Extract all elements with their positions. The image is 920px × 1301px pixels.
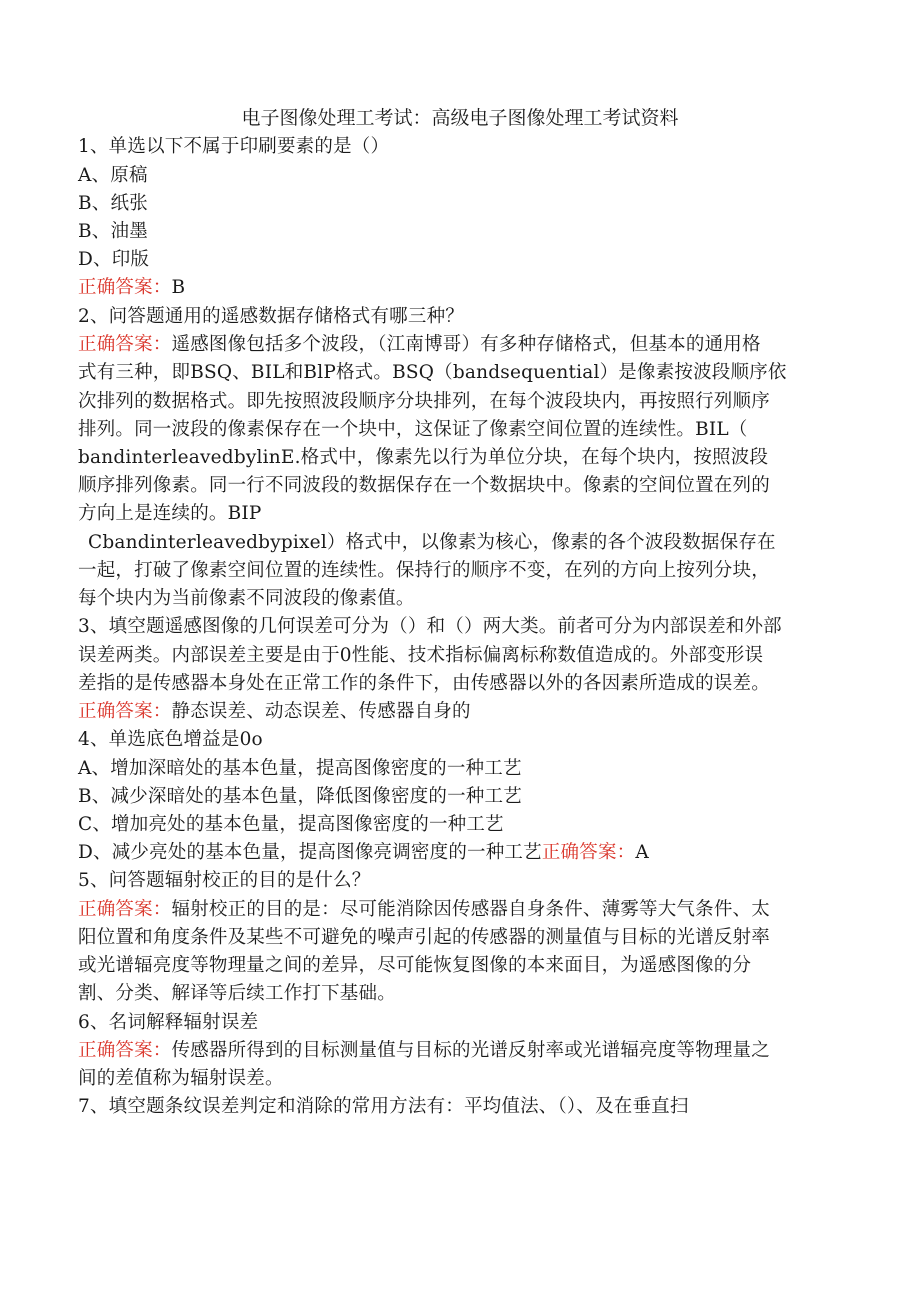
question-6: 6、名词解释辐射误差	[78, 1012, 259, 1033]
q2-answer-line: 一起，打破了像素空间位置的连续性。保持行的顺序不变，在列的方向上按列分块，	[78, 560, 770, 581]
question-3-line: 差指的是传感器本身处在正常工作的条件下，由传感器以外的各因素所造成的误差。	[78, 673, 770, 694]
q2-answer	[78, 331, 761, 359]
question-3: 3、填空题遥感图像的几何误差可分为（）和（）两大类。前者可分为内部误差和外部	[78, 616, 782, 637]
q1-answer-value: B	[171, 277, 186, 298]
answer-label: 正确答案：	[78, 1040, 172, 1061]
q6-answer-text: 传感器所得到的目标测量值与目标的光谱反射率或光谱辐亮度等物理量之	[171, 1040, 770, 1061]
q6-answer	[78, 1037, 770, 1065]
q2-answer-line: 顺序排列像素。同一行不同波段的数据保存在一个数据块中。像素的空间位置在列的	[78, 475, 770, 496]
q2-answer-line: 排列。同一波段的像素保存在一个块中，这保证了像素空间位置的连续性。BIL（	[78, 419, 748, 440]
q4-option-b: B、减少深暗处的基本色量，降低图像密度的一种工艺	[78, 786, 522, 807]
document-title: 电子图像处理工考试：高级电子图像处理工考试资料	[241, 107, 679, 129]
q4-option-d-text: D、减少亮处的基本色量，提高图像亮调密度的一种工艺	[78, 842, 542, 863]
question-2: 2、问答题通用的遥感数据存储格式有哪三种？	[78, 306, 464, 327]
answer-label: 正确答案：	[78, 277, 172, 298]
answer-label: 正确答案：	[541, 842, 636, 863]
q4-option-c: C、增加亮处的基本色量，提高图像密度的一种工艺	[78, 814, 504, 835]
q5-answer	[78, 896, 770, 924]
q1-option-b: B、纸张	[78, 193, 148, 214]
q1-option-d: D、印版	[78, 249, 150, 270]
question-7: 7、填空题条纹误差判定和消除的常用方法有：平均值法、（）、及在垂直扫	[78, 1096, 689, 1117]
answer-label: 正确答案：	[78, 899, 172, 920]
q2-answer-line: 式有三种，即BSQ、BIL和BlP格式。BSQ（bandsequential）是像素按波段顺序依	[78, 362, 787, 383]
question-1: 1、单选以下不属于印刷要素的是（）	[78, 136, 390, 157]
q1-option-c: B、油墨	[78, 221, 148, 242]
q5-answer-line: 阳位置和角度条件及某些不可避免的噪声引起的传感器的测量值与目标的光谱反射率	[78, 927, 770, 948]
question-3-line: 误差两类。内部误差主要是由于0性能、技术指标偏离标称数值造成的。外部变形误	[78, 645, 764, 666]
q5-answer-line: 或光谱辐亮度等物理量之间的差异，尽可能恢复图像的本来面目，为遥感图像的分	[78, 955, 752, 976]
q1-answer	[78, 274, 185, 302]
q3-answer	[78, 698, 471, 726]
q2-answer-line: 次排列的数据格式。即先按照波段顺序分块排列，在每个波段块内，再按照行列顺序	[78, 391, 770, 412]
question-4: 4、单选底色增益是0o	[78, 729, 263, 750]
q2-answer-text: 遥感图像包括多个波段，（江南博哥）有多种存储格式，但基本的通用格	[171, 334, 761, 355]
answer-label: 正确答案：	[78, 334, 172, 355]
q5-answer-line: 割、分类、解译等后续工作打下基础。	[78, 983, 396, 1004]
answer-label: 正确答案：	[78, 701, 172, 722]
q3-answer-value: 静态误差、动态误差、传感器自身的	[171, 701, 471, 722]
question-5: 5、问答题辐射校正的目的是什么？	[78, 870, 371, 891]
q2-answer-line: 方向上是连续的。BIP	[78, 503, 262, 524]
q1-option-a: A、原稿	[78, 165, 148, 186]
q4-answer-value: A	[635, 842, 649, 863]
q6-answer-line: 间的差值称为辐射误差。	[78, 1068, 284, 1089]
q2-answer-line: 每个块内为当前像素不同波段的像素值。	[78, 588, 415, 609]
q2-answer-line: Cbandinterleavedbypixel）格式中，以像素为核心，像素的各个波段数据保存在	[88, 532, 776, 553]
q5-answer-text: 辐射校正的目的是：尽可能消除因传感器自身条件、薄雾等大气条件、太	[171, 899, 770, 920]
q2-answer-line: bandinterleavedbylinE.格式中，像素先以行为单位分块，在每个块内，按照波段	[78, 447, 769, 468]
q4-option-d	[78, 839, 649, 867]
q4-option-a: A、增加深暗处的基本色量，提高图像密度的一种工艺	[78, 758, 522, 779]
